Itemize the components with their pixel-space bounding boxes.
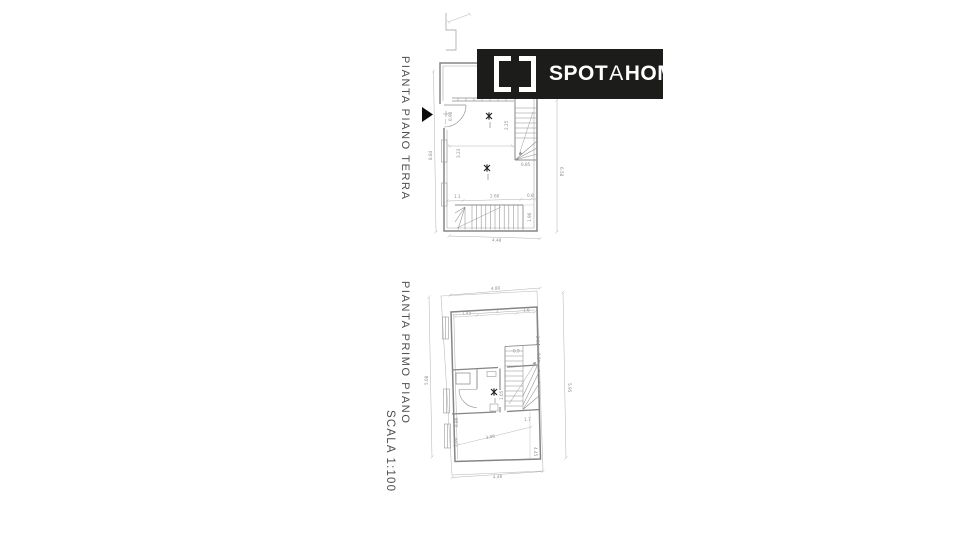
dim-label: 5.08 <box>424 375 429 385</box>
dim-label: 2 <box>496 308 499 314</box>
dim-line-right <box>556 99 559 234</box>
entrance-arrow-icon <box>422 107 433 122</box>
dim-label: 1.6 <box>523 307 530 313</box>
main-staircase <box>455 205 523 230</box>
dim-label: 4.45 <box>533 447 538 457</box>
logo-text-home: HOME <box>624 62 690 85</box>
logo-text-spot: SPOT <box>549 62 609 85</box>
interior-dim-line <box>447 145 514 148</box>
roof-detail-lines <box>446 13 471 51</box>
dim-label: 2.54 <box>535 336 540 346</box>
logo-text-a: A <box>609 62 624 85</box>
dim-label: 6.58 <box>559 167 564 177</box>
ceiling-light-icon <box>491 388 497 403</box>
dim-label: 1.1 <box>454 194 461 200</box>
dim-label: 3.23 <box>456 148 461 158</box>
scale-label: SCALA 1:100 <box>384 410 396 493</box>
dim-label: 2.60 <box>490 193 500 199</box>
ground-floor-plan <box>428 13 564 243</box>
dim-label: 0.90 <box>448 111 453 121</box>
dim-label: 1.05 <box>499 390 504 400</box>
first-floor-title: PIANTA PRIMO PIANO <box>399 281 411 425</box>
bracket-right-icon <box>519 56 536 92</box>
dim-label: 4.48 <box>491 237 502 243</box>
first-floor-plan <box>424 285 572 479</box>
dim-label: 8.84 <box>428 150 433 160</box>
dim-label: 1.45 <box>462 310 472 316</box>
dim-label: 0.8 <box>527 192 534 198</box>
brackets-icon <box>494 56 536 92</box>
dim-line-right <box>562 291 568 460</box>
dim-label: 0.80 <box>454 417 459 427</box>
interior-wall <box>452 365 537 370</box>
ground-floor-title: PIANTA PIANO TERRA <box>399 56 411 201</box>
bracket-left-icon <box>494 56 511 92</box>
dim-label: 3.06 <box>485 433 496 440</box>
dim-label: 1.90 <box>527 212 532 222</box>
first-floor-stairs <box>505 345 540 411</box>
ceiling-light-icon <box>484 164 490 180</box>
dim-label: 0.9 <box>513 348 520 354</box>
dim-label: 5.95 <box>567 383 572 393</box>
dim-label: 1.7 <box>524 417 531 422</box>
dim-label: 6.85 <box>521 162 531 167</box>
logo-wordmark <box>549 62 690 86</box>
dim-label: 0.6 <box>536 353 541 360</box>
dim-label: 2.25 <box>504 120 509 130</box>
dim-label: 4.80 <box>490 285 501 291</box>
spotahome-logo <box>477 49 690 99</box>
ceiling-light-icon <box>486 112 492 128</box>
dim-label: 3.00 <box>453 437 458 447</box>
bathroom-door <box>459 390 477 408</box>
dim-label: 4.48 <box>492 473 503 480</box>
